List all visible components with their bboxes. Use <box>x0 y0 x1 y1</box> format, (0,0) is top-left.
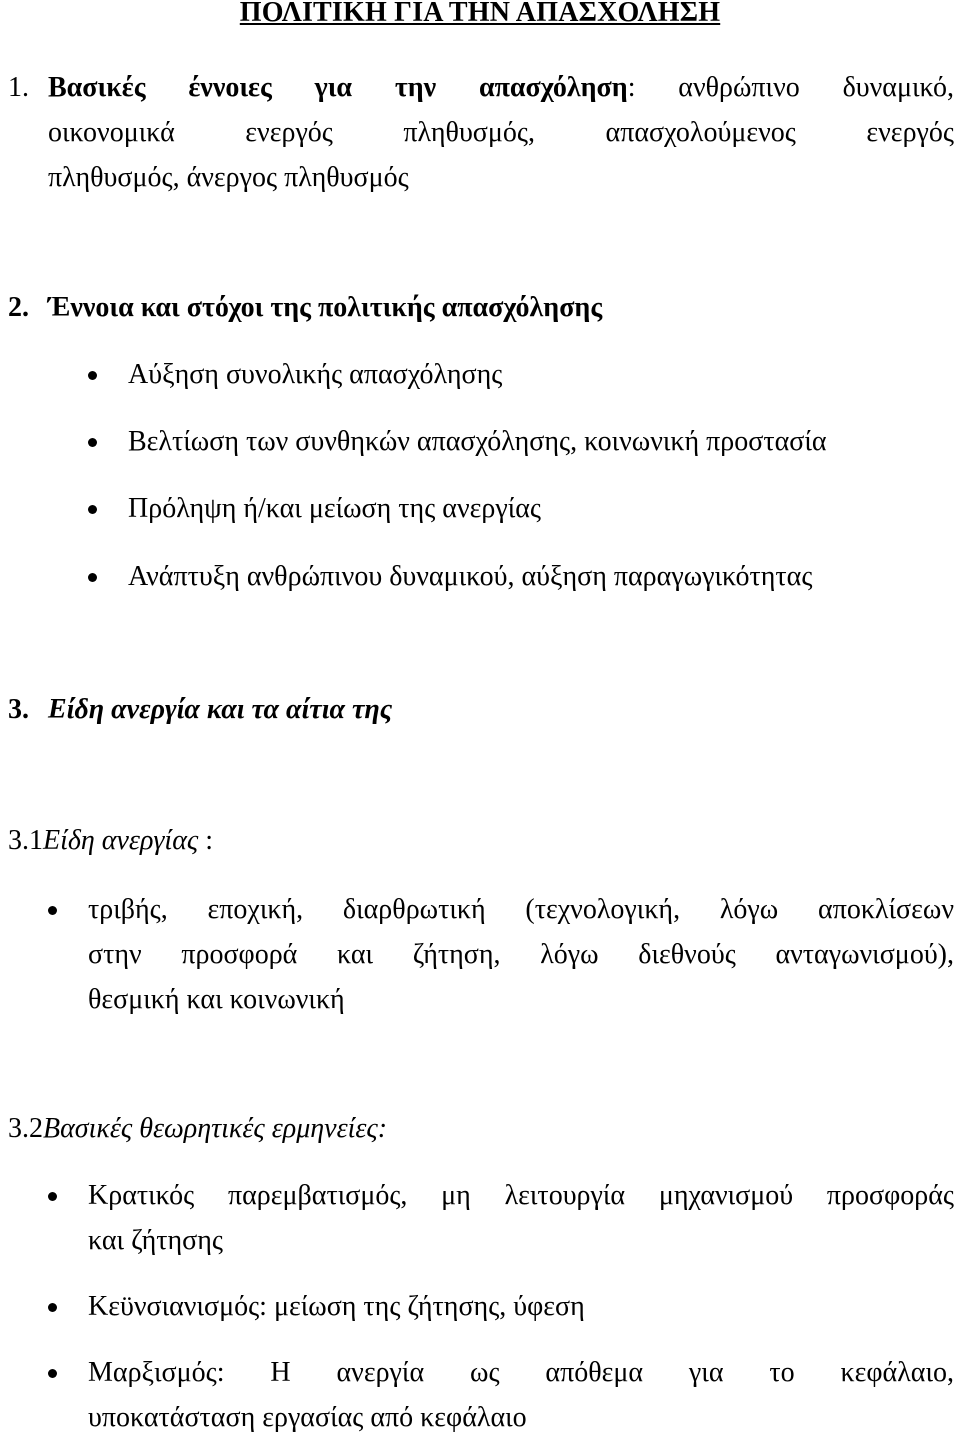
section-1-number: 1. <box>8 72 29 103</box>
section-1-line-1 <box>48 67 954 109</box>
section-3-1-heading: Είδη ανεργίας <box>43 825 199 856</box>
section-3-1-suffix: : <box>198 825 214 856</box>
section-2-item-1: Αύξηση συνολικής απασχόλησης <box>128 359 503 390</box>
bullet-dot <box>88 371 97 380</box>
section-1-line-3: πληθυσμός, άνεργος πληθυσμός <box>48 162 409 193</box>
section-3-2-heading: Βασικές θεωρητικές ερμηνείες: <box>43 1113 388 1144</box>
section-3-2-item-1-line-2: και ζήτησης <box>88 1225 223 1256</box>
bullet-dot <box>48 906 57 915</box>
section-3-2-line <box>8 1108 387 1150</box>
section-3-1-item-line-2: στην προσφορά και ζήτηση, λόγω διεθνούς ανταγωνισμού), <box>88 939 954 970</box>
section-2-number: 2. <box>8 292 29 323</box>
section-3-heading: Είδη ανεργία και τα αίτια της <box>48 694 393 725</box>
section-3-1-item-line-1: τριβής, εποχική, διαρθρωτική (τεχνολογική, λόγω αποκλίσεων <box>88 894 954 925</box>
section-3-2-item-1-line-1: Κρατικός παρεμβατισμός, μη λειτουργία μηχανισμού προσφοράς <box>88 1180 954 1211</box>
bullet-dot <box>88 505 97 514</box>
section-2-item-4: Ανάπτυξη ανθρώπινου δυναμικού, αύξηση παραγωγικότητας <box>128 561 813 592</box>
bullet-dot <box>88 438 97 447</box>
page-title: ΠΟΛΙΤΙΚΗ ΓΙΑ ΤΗΝ ΑΠΑΣΧΟΛΗΣΗ <box>239 0 721 28</box>
section-3-1-item-line-3: θεσμική και κοινωνική <box>88 984 345 1015</box>
section-3-1-number: 3.1 <box>8 825 43 856</box>
section-3-2-item-2: Κεϋνσιανισμός: μείωση της ζήτησης, ύφεση <box>88 1291 585 1322</box>
section-3-2-number: 3.2 <box>8 1113 43 1144</box>
section-2-item-3: Πρόληψη ή/και μείωση της ανεργίας <box>128 493 541 524</box>
bullet-dot <box>88 573 97 582</box>
section-3-1-line <box>8 820 213 862</box>
section-3-2-item-3-line-2: υποκατάσταση εργασίας από κεφάλαιο <box>88 1402 527 1433</box>
section-2-heading: Έννοια και στόχοι της πολιτικής απασχόλησης <box>48 292 603 323</box>
bullet-dot <box>48 1369 57 1378</box>
bullet-dot <box>48 1192 57 1201</box>
section-1-line-2: οικονομικά ενεργός πληθυσμός, απασχολούμενος ενεργός <box>48 117 954 148</box>
section-3-2-item-3-line-1: Μαρξισμός: Η ανεργία ως απόθεμα για το κεφάλαιο, <box>88 1357 954 1388</box>
section-3-number: 3. <box>8 694 29 725</box>
section-1-heading: Βασικές έννοιες για την απασχόληση <box>48 72 628 103</box>
section-1-line-1-rest: : ανθρώπινο δυναμικό, <box>627 72 954 103</box>
bullet-dot <box>48 1303 57 1312</box>
section-2-item-2: Βελτίωση των συνθηκών απασχόλησης, κοινωνική προστασία <box>128 426 827 457</box>
